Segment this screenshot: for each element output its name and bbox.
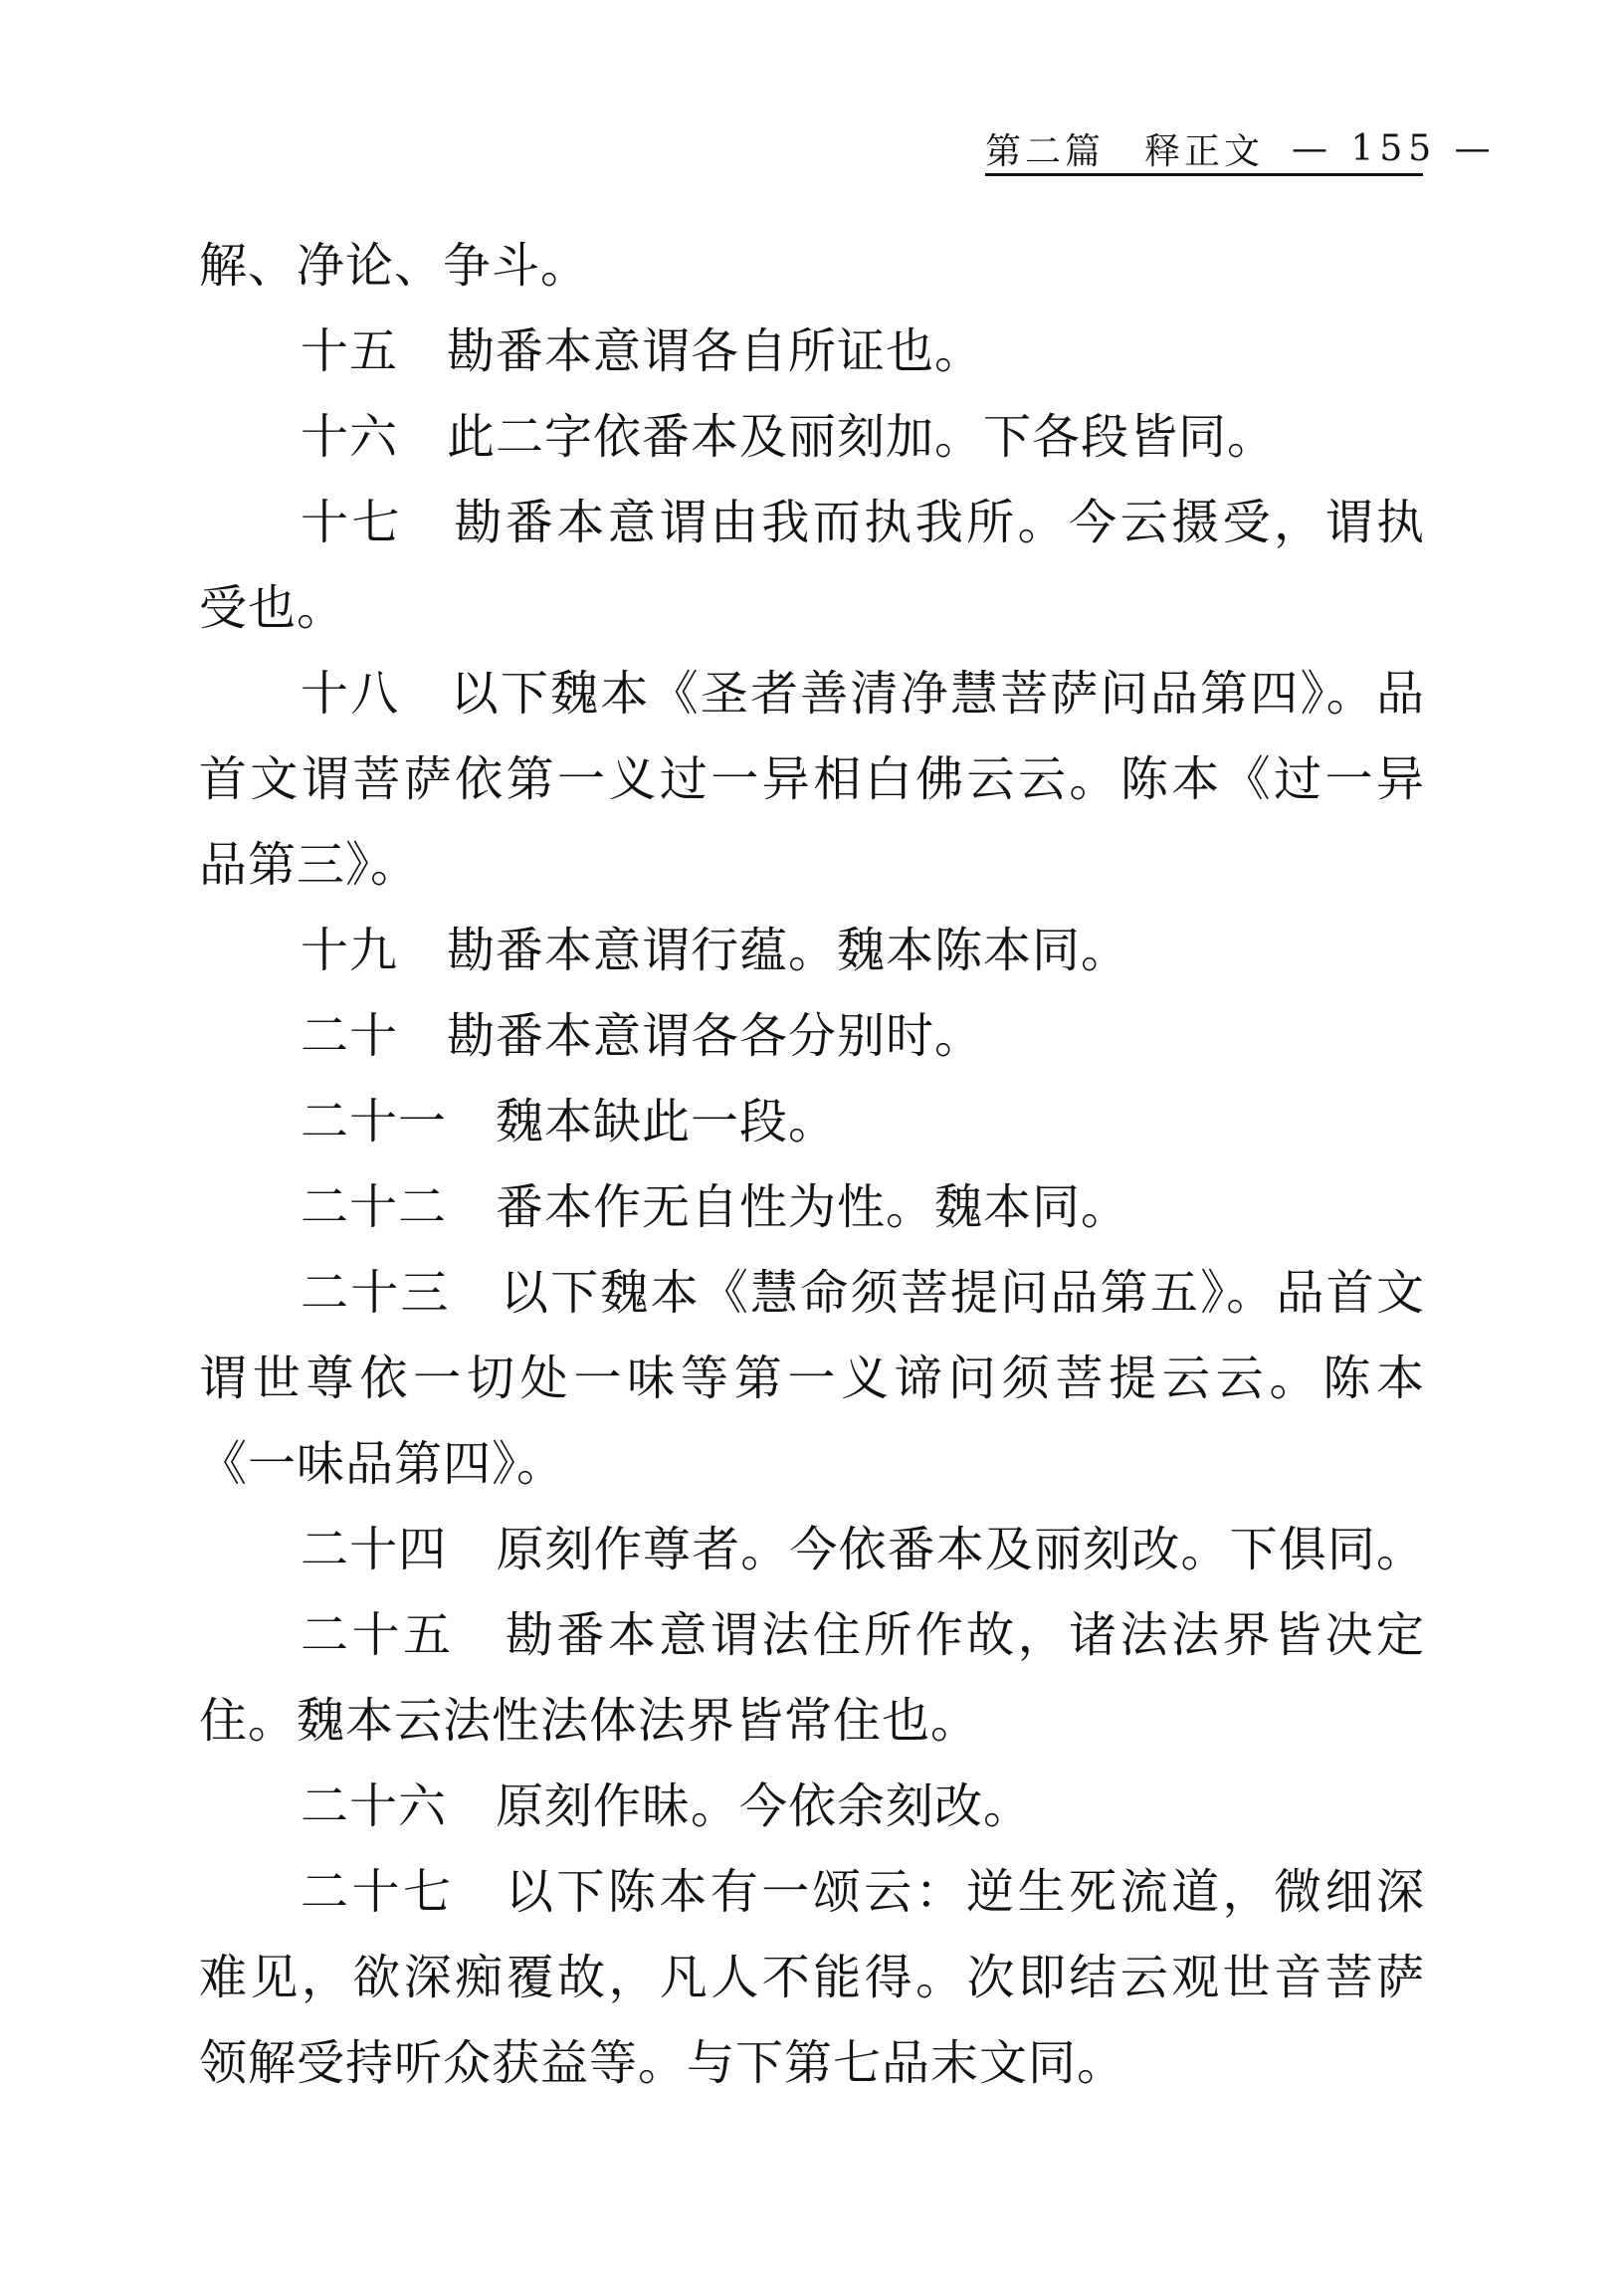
text-line: 《一味品第四》。 <box>199 1436 566 1492</box>
page-number: — 155 — <box>1292 127 1497 169</box>
text-line: 二十七 以下陈本有一颂云：逆生死流道，微细深 <box>301 1864 1425 1920</box>
text-line: 二十四 原刻作尊者。今依番本及丽刻改。下俱同。 <box>301 1522 1425 1577</box>
text-line: 首文谓菩萨依第一义过一异相白佛云云。陈本《过一异 <box>199 751 1425 807</box>
running-header <box>985 123 1497 176</box>
text-line: 解、净论、争斗。 <box>199 238 590 294</box>
text-line: 十六 此二字依番本及丽刻加。下各段皆同。 <box>301 409 1277 465</box>
text-line: 难见，欲深痴覆故，凡人不能得。次即结云观世音菩萨 <box>199 1950 1425 2005</box>
text-line: 品第三》。 <box>199 837 420 893</box>
text-line: 十五 勘番本意谓各自所证也。 <box>301 323 984 379</box>
text-line: 住。魏本云法性法体法界皆常住也。 <box>199 1693 980 1749</box>
text-line: 谓世尊依一切处一味等第一义谛问须菩提云云。陈本 <box>199 1351 1425 1406</box>
text-line: 十八 以下魏本《圣者善清净慧菩萨问品第四》。品 <box>301 666 1425 722</box>
text-line: 二十 勘番本意谓各各分别时。 <box>301 1008 984 1064</box>
text-line: 领解受持听众获益等。与下第七品末文同。 <box>199 2035 1126 2091</box>
text-line: 二十六 原刻作昧。今依余刻改。 <box>301 1778 1033 1834</box>
text-line: 二十三 以下魏本《慧命须菩提问品第五》。品首文 <box>301 1265 1425 1321</box>
text-line: 二十一 魏本缺此一段。 <box>301 1094 838 1149</box>
text-line: 二十五 勘番本意谓法住所作故，诸法法界皆决定 <box>301 1607 1425 1663</box>
page-body <box>199 223 1425 2106</box>
header-title: 第二篇 释正文 <box>985 130 1265 172</box>
text-line: 十七 勘番本意谓由我而执我所。今云摄受，谓执 <box>301 495 1425 550</box>
text-line: 十九 勘番本意谓行蕴。魏本陈本同。 <box>301 923 1130 978</box>
text-line: 二十二 番本作无自性为性。魏本同。 <box>301 1179 1130 1235</box>
text-line: 受也。 <box>199 580 346 636</box>
